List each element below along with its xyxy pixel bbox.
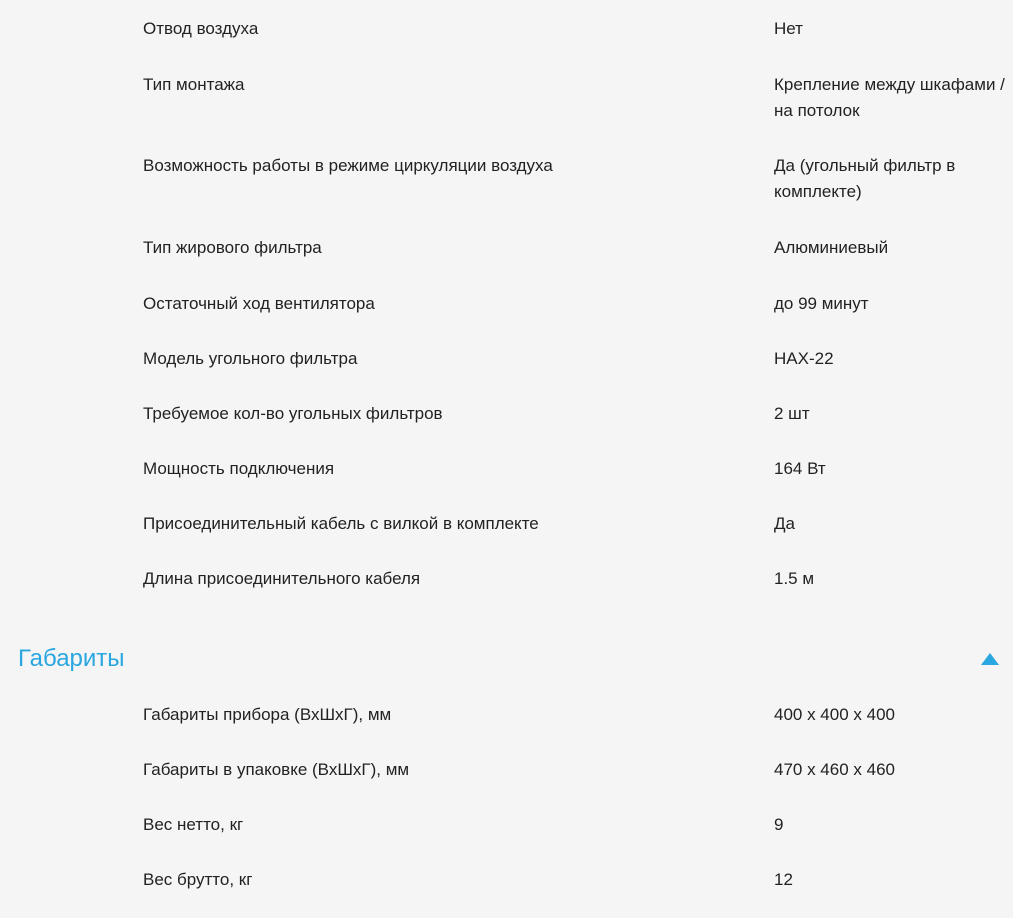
spec-label: Вес брутто, кг xyxy=(143,870,253,889)
spec-value: 12 xyxy=(774,870,793,889)
spec-label: Отвод воздуха xyxy=(143,19,259,38)
spec-value: 400 x 400 x 400 xyxy=(774,705,895,724)
spec-value: 164 Вт xyxy=(774,459,826,478)
spec-label: Длина присоединительного кабеля xyxy=(143,569,421,588)
spec-value: Крепление между шкафами / на потолок xyxy=(774,75,1005,120)
spec-value: 1.5 м xyxy=(774,569,815,588)
spec-label: Требуемое кол-во угольных фильтров xyxy=(143,404,443,423)
spec-label: Возможность работы в режиме циркуляции воздуха xyxy=(143,156,553,175)
spec-label: Модель угольного фильтра xyxy=(143,349,358,368)
spec-label: Мощность подключения xyxy=(143,459,335,478)
spec-value: Алюминиевый xyxy=(774,238,889,257)
spec-value: Нет xyxy=(774,19,803,38)
spec-label: Присоединительный кабель с вилкой в комплекте xyxy=(143,514,539,533)
spec-label: Вес нетто, кг xyxy=(143,815,244,834)
triangle-up-icon[interactable] xyxy=(980,652,1000,666)
spec-value: Да (угольный фильтр в комплекте) xyxy=(774,156,956,201)
spec-label: Тип жирового фильтра xyxy=(143,238,322,257)
spec-value: до 99 минут xyxy=(774,294,869,313)
dimensions-section-title: Габариты xyxy=(18,645,125,672)
spec-value: HAX-22 xyxy=(774,349,834,368)
spec-label: Тип монтажа xyxy=(143,75,245,94)
spec-label: Габариты в упаковке (ВхШхГ), мм xyxy=(143,760,410,779)
spec-label: Габариты прибора (ВхШхГ), мм xyxy=(143,705,392,724)
dimensions-section-header[interactable] xyxy=(0,640,1013,680)
spec-value: 2 шт xyxy=(774,404,810,423)
spec-value: 470 x 460 x 460 xyxy=(774,760,895,779)
spec-value: 9 xyxy=(774,815,784,834)
spec-label: Остаточный ход вентилятора xyxy=(143,294,375,313)
spec-value: Да xyxy=(774,514,795,533)
